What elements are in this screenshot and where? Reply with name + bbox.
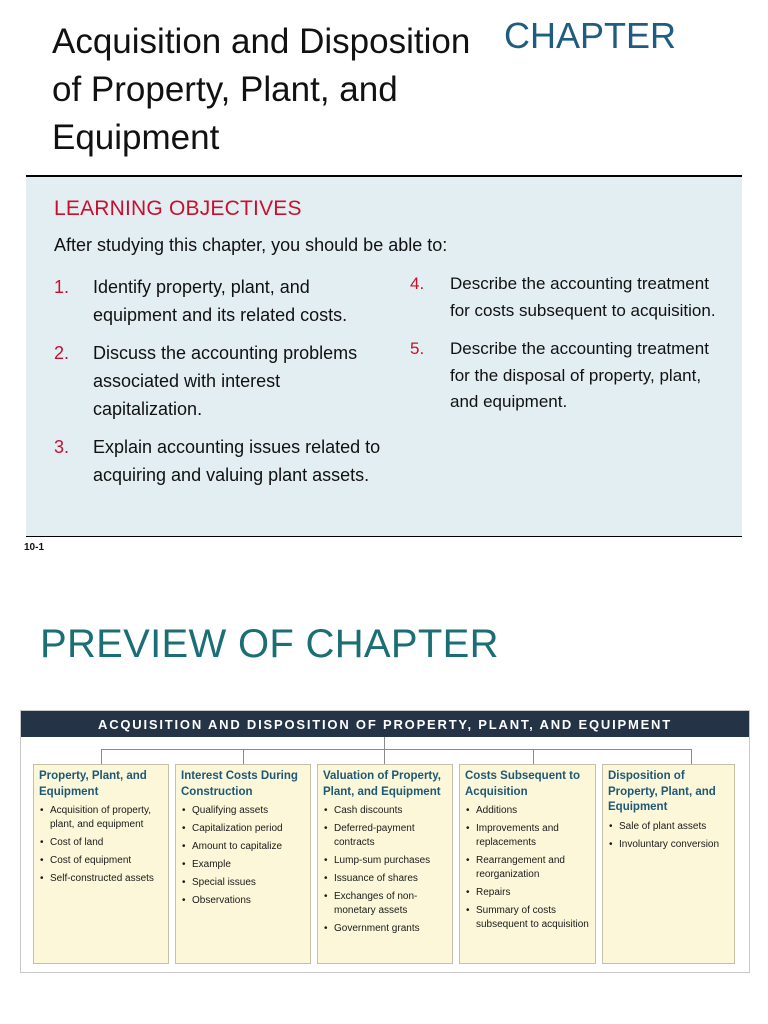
objective-text: Describe the accounting treatment for costs subsequent to acquisition. [450,274,716,320]
topic-item: • Qualifying assets [181,804,305,818]
topic-box-subsequent-costs [459,764,596,964]
preview-title: PREVIEW OF CHAPTER [40,622,499,666]
chapter-title: Acquisition and Disposition of Property, Plant, and Equipment [52,22,471,157]
objective-number: 4. [410,274,425,293]
connector-drop [384,749,385,764]
learning-objectives-panel [26,175,742,537]
topic-box-title: Costs Subsequent to Acquisition [465,770,581,798]
connector-drop [533,749,534,764]
topic-item: • Issuance of shares [323,872,447,886]
objective-text: Describe the accounting treatment for the disposal of property, plant, and equipment. [450,339,709,411]
topic-box-list [465,804,590,932]
objective-text: Explain accounting issues related to acquiring and valuing plant assets. [93,437,381,485]
objective-number: 3. [54,437,70,457]
topic-box-list [323,804,447,936]
topic-item: • Government grants [323,922,447,936]
topic-box-interest-costs [175,764,311,964]
topic-item: • Amount to capitalize [181,840,305,854]
topic-box-title: Disposition of Property, Plant, and Equipment [608,770,716,813]
connector-bar [101,749,692,750]
topic-item: • Summary of costs subsequent to acquisition [465,904,590,932]
objective-item [54,339,384,423]
topic-item: • Repairs [465,886,590,900]
topic-box-list [181,804,305,908]
topic-item: • Observations [181,894,305,908]
objectives-list-right [410,271,730,428]
topic-item: • Cash discounts [323,804,447,818]
topic-box-title: Valuation of Property, Plant, and Equipment [323,770,441,798]
topic-item: • Exchanges of non-monetary assets [323,890,447,918]
objective-item [410,271,730,324]
objective-number: 5. [410,339,425,358]
topic-item: • Deferred-payment contracts [323,822,447,850]
topic-item: • Sale of plant assets [608,820,729,834]
topic-item: • Special issues [181,876,305,890]
topic-box-title: Property, Plant, and Equipment [39,770,147,798]
topic-item: • Lump-sum purchases [323,854,447,868]
objective-text: Identify property, plant, and equipment and its related costs. [93,277,348,325]
objective-text: Discuss the accounting problems associated with interest capitalization. [93,343,358,419]
objective-number: 2. [54,343,70,363]
objective-item [54,433,384,489]
objectives-heading: LEARNING OBJECTIVES [54,197,302,220]
connector-drop [243,749,244,764]
topic-item: • Cost of equipment [39,854,163,868]
topic-box-valuation [317,764,453,964]
topic-box-title: Interest Costs During Construction [181,770,298,798]
topic-item: • Additions [465,804,590,818]
objective-item [410,336,730,416]
objectives-intro: After studying this chapter, you should be able to: [54,235,448,255]
topic-item: • Involuntary conversion [608,838,729,852]
topic-item: • Rearrangement and reorganization [465,854,590,882]
topic-box-list [39,804,163,886]
objective-item [54,273,384,329]
topic-box-disposition [602,764,735,964]
connector-drop [101,749,102,764]
topic-box-list [608,820,729,852]
topic-item: • Self-constructed assets [39,872,163,886]
chapter-label: CHAPTER [504,15,677,56]
topic-item: • Capitalization period [181,822,305,836]
topic-item: • Example [181,858,305,872]
diagram-header: ACQUISITION AND DISPOSITION OF PROPERTY, PLANT, AND EQUIPMENT [21,711,749,737]
chapter-preview-diagram [20,710,750,973]
topic-box-ppe [33,764,169,964]
connector-drop [691,749,692,764]
topic-item: • Acquisition of property, plant, and equipment [39,804,163,832]
objective-number: 1. [54,277,70,297]
topic-item: • Cost of land [39,836,163,850]
slide-number: 10-1 [24,542,45,553]
objectives-list-left [54,273,384,499]
topic-item: • Improvements and replacements [465,822,590,850]
